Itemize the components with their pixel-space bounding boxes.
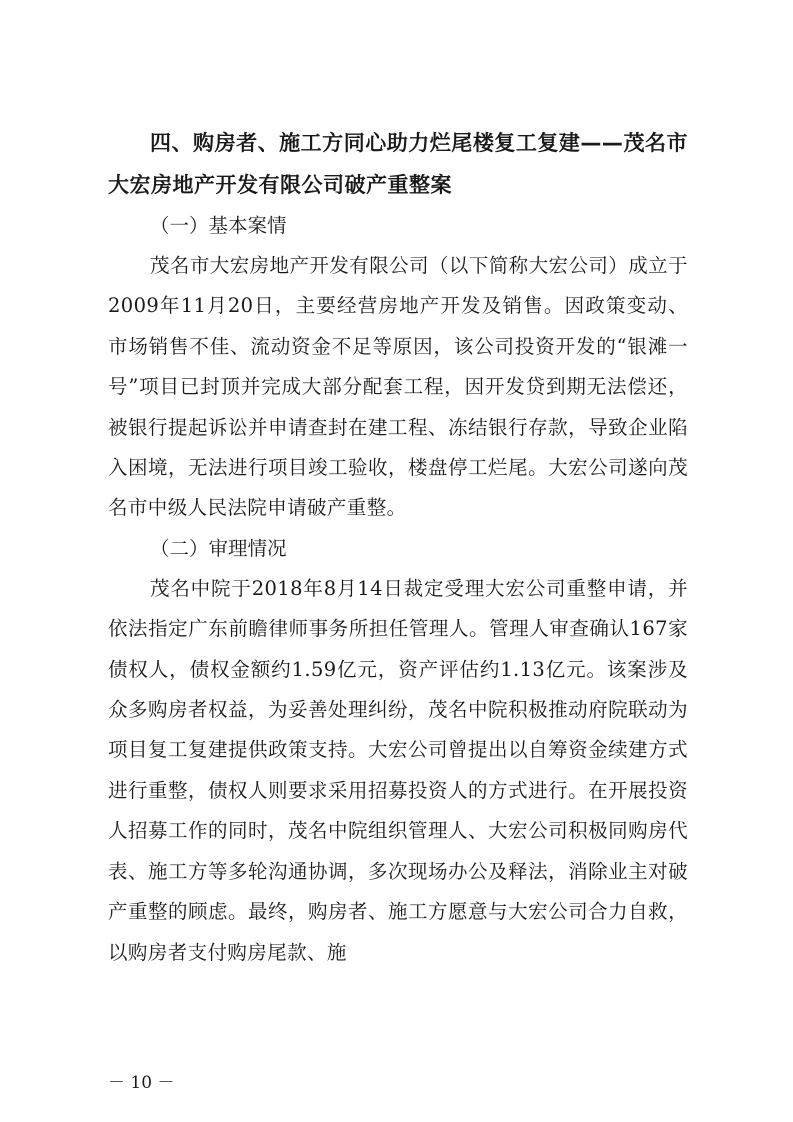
document-page [108,122,688,973]
paragraph-basic-facts: 茂名市大宏房地产开发有限公司（以下简称大宏公司）成立于2009年11月20日，主要经营房地产开发及销售。因政策变动、市场销售不佳、流动资金不足等原因，该公司投资开发的“银滩一号”项目已封顶并完成大部分配套工程，因开发贷到期无法偿还，被银行提起诉讼并申请查封在建工程、冻结银行存款，导致企业陷入困境，无法进行项目竣工验收，楼盘停工烂尾。大宏公司遂向茂名市中级人民法院申请破产重整。 [108,254,688,520]
section-heading-basic-facts: （一）基本案情 [150,214,287,237]
page-number: － 10 － [108,1073,175,1093]
section-heading-trial: （二）审理情况 [150,536,287,560]
document-title: 四、购房者、施工方同心助力烂尾楼复工复建——茂名市大宏房地产开发有限公司破产重整案 [108,131,688,197]
paragraph-trial: 茂名中院于2018年8月14日裁定受理大宏公司重整申请，并依法指定广东前瞻律师事务所担任管理人。管理人审查确认167家债权人，债权金额约1.59亿元，资产评估约1.13亿元。该案涉及众多购房者权益，为妥善处理纠纷，茂名中院积极推动府院联动为项目复工复建提供政策支持。大宏公司曾提出以自筹资金续建方式进行重整，债权人则要求采用招募投资人的方式进行。在开展投资人招募工作的同时，茂名中院组织管理人、大宏公司积极同购房代表、施工方等多轮沟通协调，多次现场办公及释法，消除业主对破产重整的顾虑。最终，购房者、施工方愿意与大宏公司合力自救，以购房者支付购房尾款、施 [108,576,688,964]
